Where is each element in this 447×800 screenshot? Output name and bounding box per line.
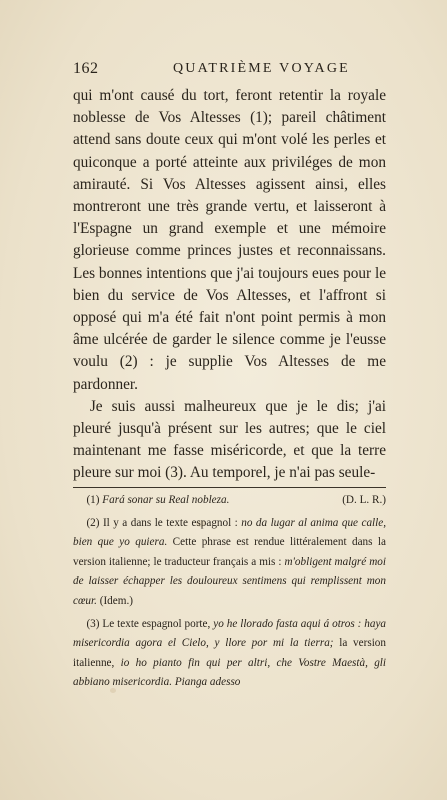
footnote-marker: (3) [86,617,100,630]
running-title: QUATRIÈME VOYAGE [173,61,350,76]
footnote-text: Le texte espagnol porte, [102,617,211,630]
footnote-signature: (Idem.) [99,594,133,607]
footnote-text: Il y a dans le texte espagnol : [102,516,238,529]
footnote-spanish-quote: no da lugar al anima que calle, bien que yo quiera. [73,516,387,549]
footnotes [73,487,386,693]
footnote-quote: Fará sonar su Real nobleza. [102,494,230,506]
footnote-french-quote: m'obligent malgré moi de laisser échapper les douloureux sentimens qui remplissent mon cœur. [73,555,387,607]
footnote-text: Cette phrase est rendue littéralement dans la version italienne; le traducteur français a mis : [73,536,386,568]
footnote-text: la version italienne, [73,637,386,669]
footnote-marker: (1) [86,494,100,506]
paragraph: qui m'ont causé du tort, feront retentir la royale noblesse de Vos Altesses (1); pareil châtiment attend sans doute ceux qui m'ont volé les perles et quiconque a porté atteinte aux priviléges de mon amirauté. Si Vos Altesses agissent ainsi, elles montreront une très grande vertu, et laisseront à l'Espagne un grand exemple et une mémoire glorieuse comme princes justes et reconnaissans. Les bonnes intentions que j'ai toujours eues pour le bien du service de Vos Altesses, et l'affront si opposé qui m'a été fait n'ont point permis à mon âme ulcérée de garder le silence comme je l'eusse voulu (2) : je supplie Vos Altesses de me pardonner. [73,87,386,393]
footnote-1 [73,491,386,511]
footnote-italian-quote: io ho pianto fin qui per altri, che Vostre Maestà, gli abbiano misericordia. Pianga adesso [73,656,387,689]
main-text [73,85,386,485]
page-header [73,60,385,80]
page-number: 162 [73,60,99,77]
footnote-spanish-quote: yo he llorado fasta aqui á otros : haya misericordia agora el Cielo, y llore por mi la tierra; [73,617,387,650]
footnote-2 [73,514,386,612]
footnote-3 [73,615,386,693]
footnote-marker: (2) [86,516,100,529]
paragraph: Je suis aussi malheureux que je le dis; j'ai pleuré jusqu'à présent sur les autres; que le ciel maintenant me fasse miséricorde, et que la terre pleure sur moi (3). Au temporel, je n'ai pas seule- [73,397,386,482]
footnote-signature: (D. L. R.) [342,494,386,506]
